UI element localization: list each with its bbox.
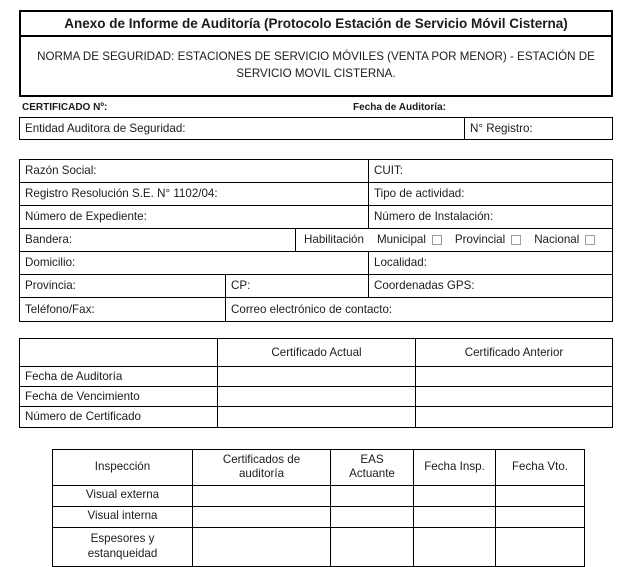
certificate-header-row xyxy=(19,102,622,115)
correo-field: Correo electrónico de contacto: xyxy=(231,302,393,316)
fecha-vto-header: Fecha Vto. xyxy=(511,459,569,473)
domicilio-field: Domicilio: xyxy=(20,252,369,274)
inspeccion-table xyxy=(52,449,585,567)
nacional-checkbox[interactable] xyxy=(585,235,595,245)
table-row xyxy=(20,160,612,183)
table-row xyxy=(20,298,612,321)
habilitacion-field xyxy=(296,229,612,251)
telefono-fax-field: Teléfono/Fax: xyxy=(20,298,226,321)
table-cell-empty xyxy=(193,486,331,506)
cp-field: CP: xyxy=(226,275,369,297)
certificado-actual-header: Certificado Actual xyxy=(218,339,416,366)
fecha-auditoria-label: Fecha de Auditoría: xyxy=(353,101,446,113)
table-row xyxy=(20,206,612,229)
provincial-checkbox[interactable] xyxy=(511,235,521,245)
eas-actuante-header: EAS Actuante xyxy=(331,450,414,485)
table-row xyxy=(20,275,612,298)
localidad-field: Localidad: xyxy=(374,256,427,270)
entidad-auditora-box xyxy=(19,117,613,140)
numero-certificado-row-label: Número de Certificado xyxy=(20,407,218,427)
visual-externa-row-label: Visual externa xyxy=(53,486,193,506)
table-cell-empty xyxy=(193,528,331,566)
fecha-auditoria-row-label: Fecha de Auditoría xyxy=(20,367,218,386)
inspeccion-header-row xyxy=(53,450,584,486)
certificados-table xyxy=(19,338,613,428)
norma-text: NORMA DE SEGURIDAD: ESTACIONES DE SERVICIO MÓVILES (VENTA POR MENOR) - ESTACIÓN DE SERVICIO MOVIL CISTERNA. xyxy=(37,50,595,80)
table-cell-empty xyxy=(496,528,584,566)
empty-header-cell xyxy=(20,339,218,366)
table-cell-empty xyxy=(218,367,416,386)
table-cell-empty xyxy=(414,486,496,506)
page-title: Anexo de Informe de Auditoría (Protocolo Estación de Servicio Móvil Cisterna) xyxy=(21,12,611,37)
entidad-auditora-field xyxy=(20,118,465,139)
table-cell-empty xyxy=(414,507,496,527)
habilitacion-label: Habilitación xyxy=(304,233,364,247)
table-row xyxy=(20,407,612,427)
table-row xyxy=(53,528,584,566)
tipo-actividad-field: Tipo de actividad: xyxy=(374,187,465,201)
table-row xyxy=(20,367,612,387)
habilitacion-option-municipal: Municipal xyxy=(377,233,442,246)
table-cell-empty xyxy=(331,486,414,506)
certificado-anterior-header: Certificado Anterior xyxy=(464,345,564,359)
numero-instalacion-field: Número de Instalación: xyxy=(374,210,494,224)
certificados-auditoria-header: Certificados de auditoría xyxy=(193,450,331,485)
table-cell-empty xyxy=(496,486,584,506)
entidad-auditora-label: Entidad Auditora de Seguridad: xyxy=(25,121,186,135)
table-row xyxy=(20,252,612,275)
numero-expediente-field: Número de Expediente: xyxy=(20,206,369,228)
table-row xyxy=(53,507,584,528)
table-cell-empty xyxy=(416,387,612,406)
station-data-table xyxy=(19,159,613,322)
table-cell-empty xyxy=(331,528,414,566)
table-row xyxy=(20,229,612,252)
table-cell-empty xyxy=(193,507,331,527)
table-cell-empty xyxy=(218,407,416,427)
header-block xyxy=(19,10,613,97)
table-cell-empty xyxy=(218,387,416,406)
table-cell-empty xyxy=(416,407,612,427)
municipal-checkbox[interactable] xyxy=(432,235,442,245)
numero-registro-label: N° Registro: xyxy=(470,121,533,135)
bandera-field: Bandera: xyxy=(20,229,296,251)
registro-resolucion-field: Registro Resolución S.E. N° 1102/04: xyxy=(20,183,369,205)
habilitacion-option-nacional: Nacional xyxy=(534,233,595,246)
inspeccion-header: Inspección xyxy=(53,450,193,485)
coordenadas-gps-field: Coordenadas GPS: xyxy=(374,279,475,293)
table-row xyxy=(53,486,584,507)
habilitacion-option-provincial: Provincial xyxy=(455,233,521,246)
visual-interna-row-label: Visual interna xyxy=(53,507,193,527)
provincia-field: Provincia: xyxy=(20,275,226,297)
table-cell-empty xyxy=(496,507,584,527)
espesores-estanqueidad-row-label: Espesores y estanqueidad xyxy=(53,528,193,566)
table-cell-empty xyxy=(331,507,414,527)
fecha-insp-header: Fecha Insp. xyxy=(414,450,496,485)
razon-social-field: Razón Social: xyxy=(20,160,369,182)
table-row xyxy=(20,183,612,206)
table-row xyxy=(20,387,612,407)
certificado-number-label: CERTIFICADO Nº: xyxy=(22,101,108,113)
numero-registro-field xyxy=(465,118,612,139)
certificados-header-row xyxy=(20,339,612,367)
table-cell-empty xyxy=(416,367,612,386)
cuit-field: CUIT: xyxy=(374,164,403,178)
fecha-vencimiento-row-label: Fecha de Vencimiento xyxy=(20,387,218,406)
table-cell-empty xyxy=(414,528,496,566)
